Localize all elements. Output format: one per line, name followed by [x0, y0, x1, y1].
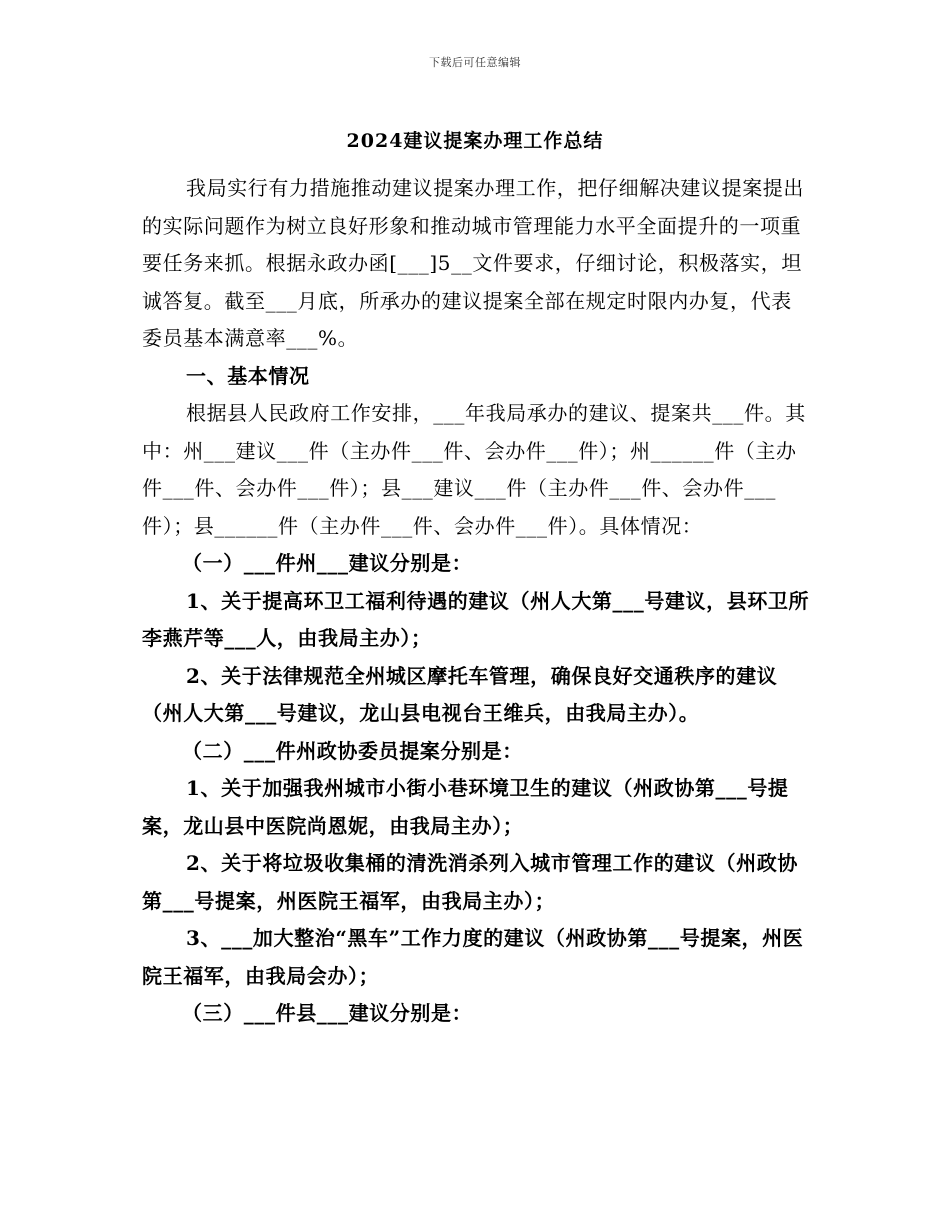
list-item: 1、关于提高环卫工福利待遇的建议（州人大第___号建议，县环卫所李燕芹等___人，由我局主办）； [142, 588, 810, 650]
intro-paragraph: 我局实行有力措施推动建议提案办理工作，把仔细解决建议提案提出的实际问题作为树立良好形象和推动城市管理能力水平全面提升的一项重要任务来抓。根据永政办函[___]5__文件要求，仔细讨论，积极落实，坦诚答复。截至___月底，所承办的建议提案全部在规定时限内办复，代表委员基本满意率___%。 [142, 176, 804, 350]
list-item: 3、___加大整治“黑车”工作力度的建议（州政协第___号提案，州医院王福军，由我局会办）； [142, 926, 804, 988]
list-item: 1、关于加强我州城市小街小巷环境卫生的建议（州政协第___号提案，龙山县中医院尚恩妮，由我局主办）； [142, 776, 789, 838]
basic-situation-paragraph: 根据县人民政府工作安排，___年我局承办的建议、提案共___件。其中：州___建议___件（主办件___件、会办件___件）；州______件（主办件___件、会办件___件）；县___建议___件（主办件___件、会办件___件）；县______件（主办件___件、会办件___件）。具体情况： [142, 401, 806, 538]
document-body [142, 170, 810, 1033]
section-heading-basic-situation: 一、基本情况 [186, 363, 310, 388]
document-title: 2024建议提案办理工作总结 [346, 130, 604, 152]
list-item: 2、关于将垃圾收集桶的清洗消杀列入城市管理工作的建议（州政协第___号提案，州医院王福军，由我局主办）； [142, 851, 798, 913]
page-header-note: 下载后可任意编辑 [429, 56, 521, 69]
subsection-heading-3: （三）___件县___建议分别是： [182, 1001, 473, 1025]
subsection-heading-2: （二）___件州政协委员提案分别是： [182, 738, 523, 763]
list-item: 2、关于法律规范全州城区摩托车管理，确保良好交通秩序的建议（州人大第___号建议，龙山县电视台王维兵，由我局主办）。 [142, 663, 778, 725]
subsection-heading-1: （一）___件州___建议分别是： [182, 551, 473, 575]
